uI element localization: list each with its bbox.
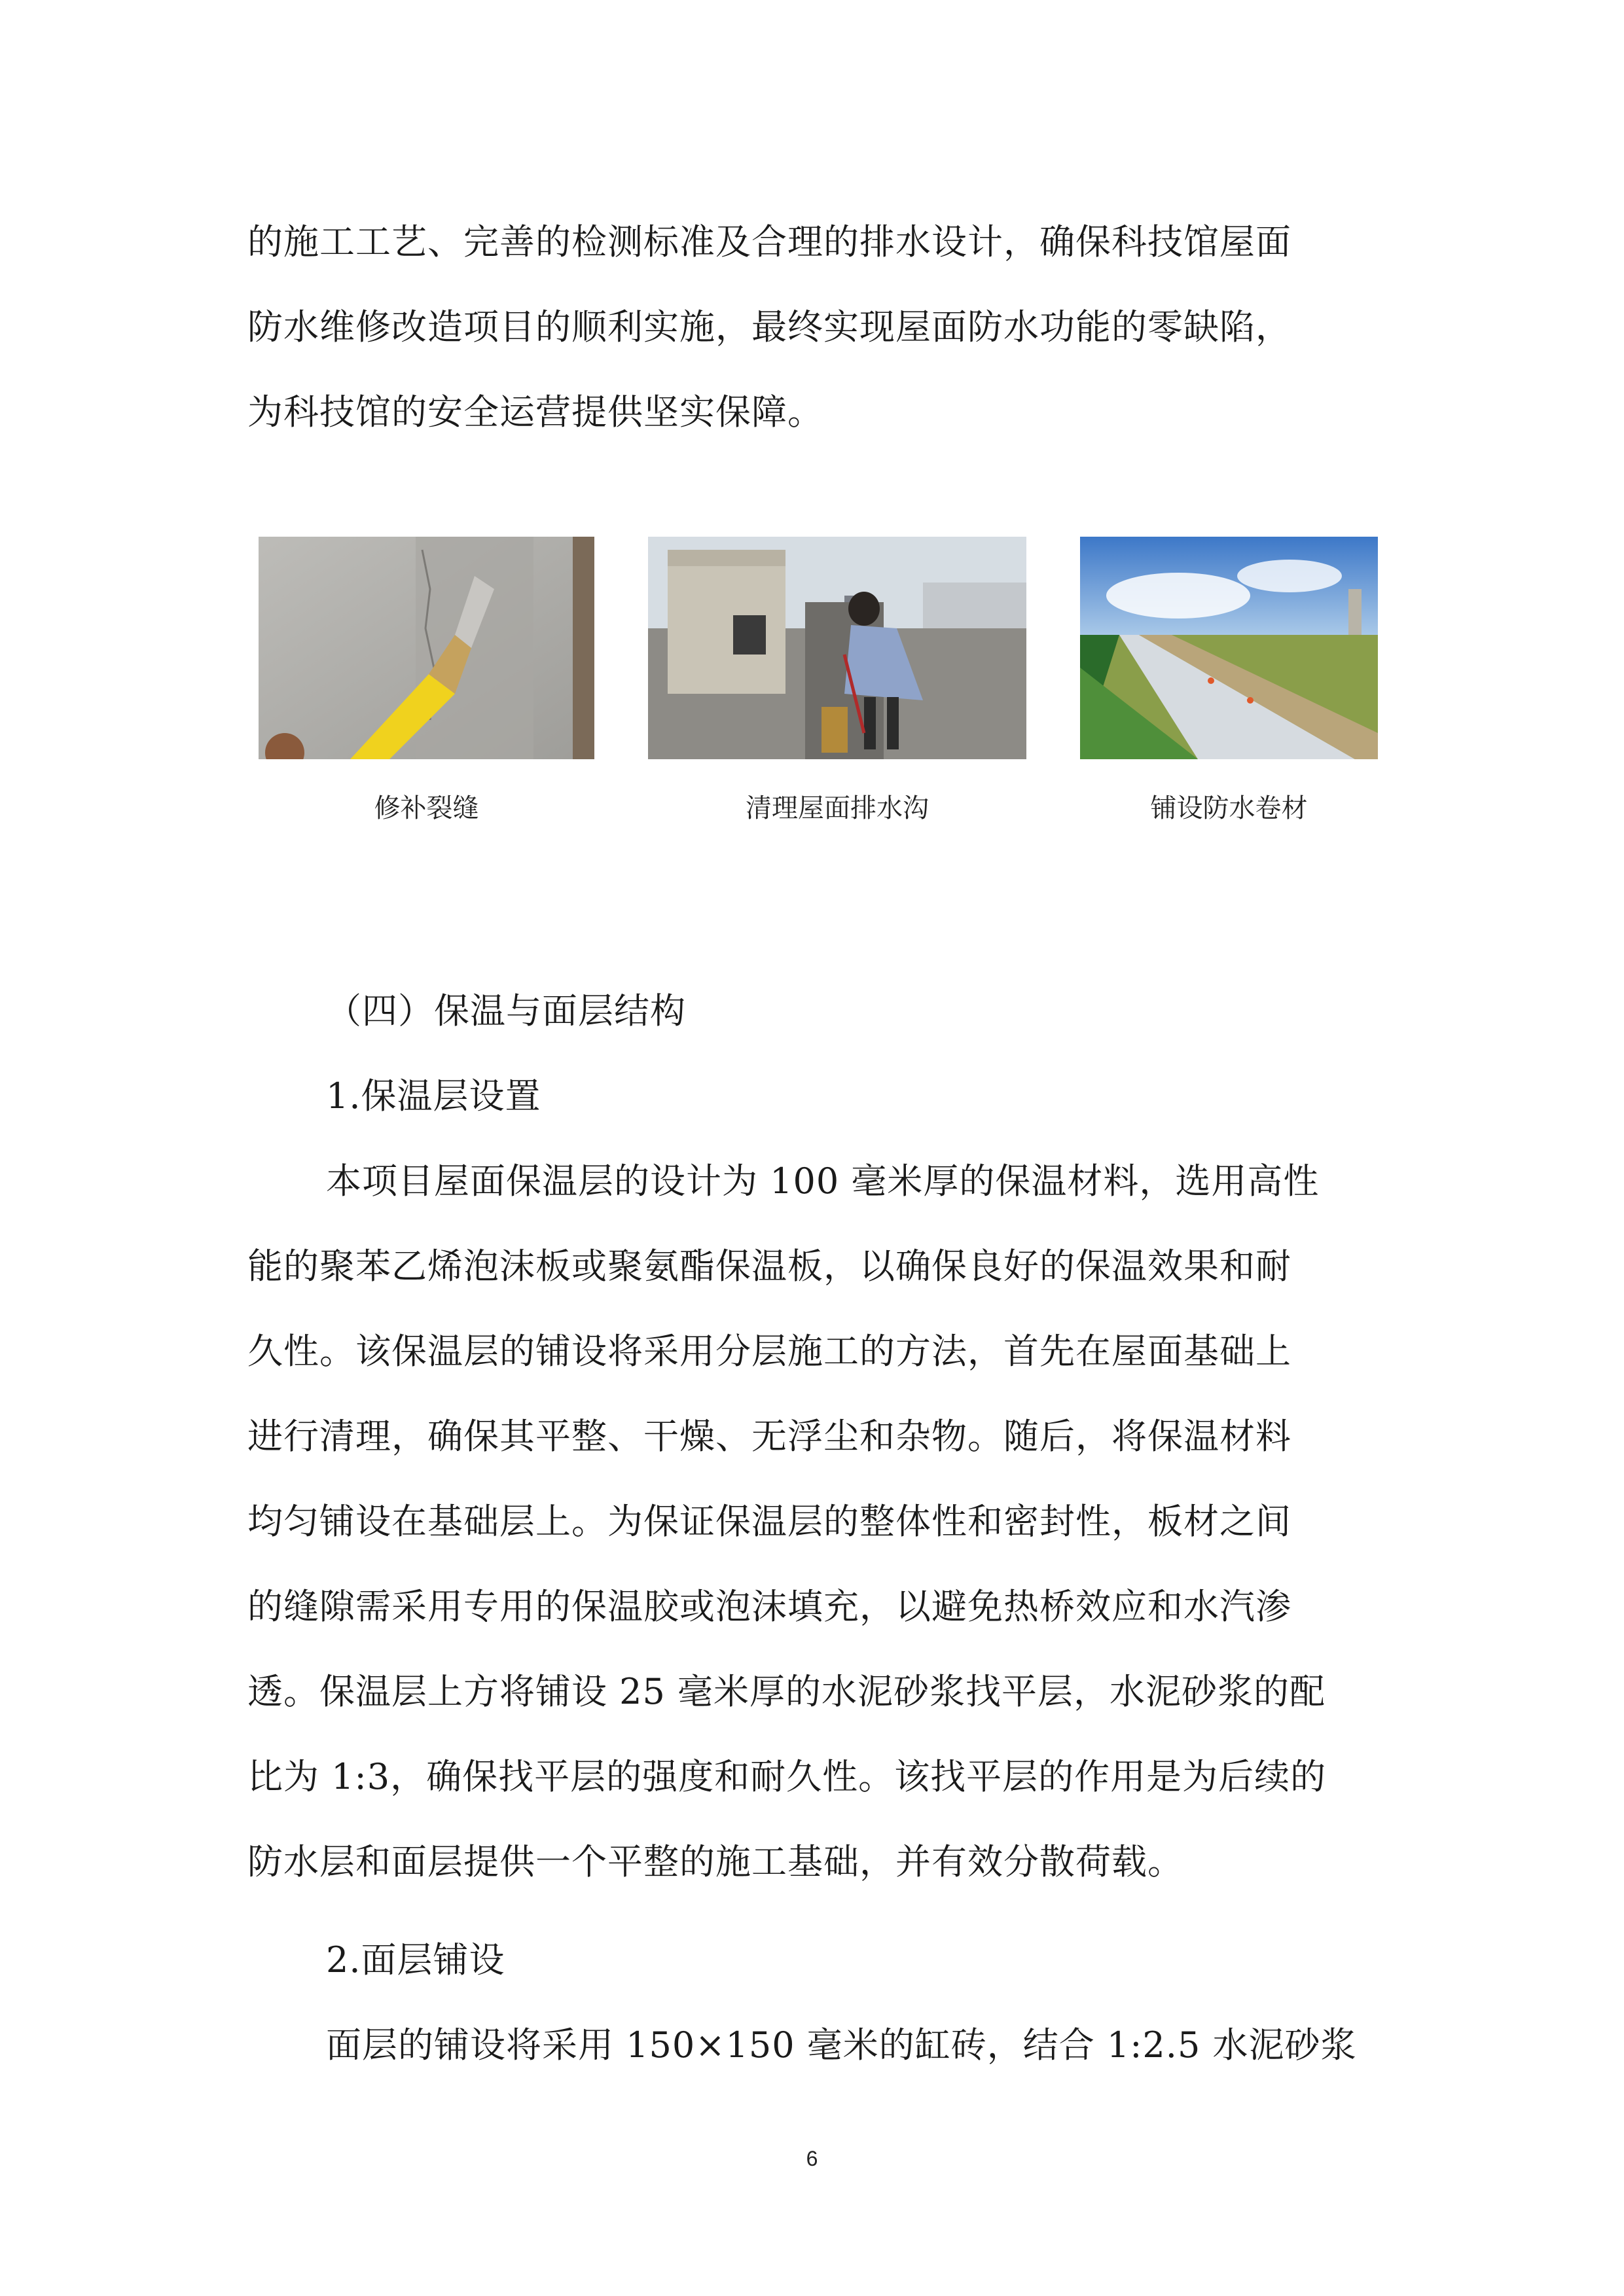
insulation-line: 透。保温层上方将铺设 25 毫米厚的水泥砂浆找平层，水泥砂浆的配 [247,1671,1326,1712]
caption-crack-repair: 修补裂缝 [374,793,479,823]
caption-drain-cleaning: 清理屋面排水沟 [746,793,929,823]
subheading-surface: 2.面层铺设 [326,1939,505,1981]
intro-line: 防水维修改造项目的顺利实施，最终实现屋面防水功能的零缺陷， [247,306,1291,348]
insulation-line: 久性。该保温层的铺设将采用分层施工的方法，首先在屋面基础上 [247,1331,1291,1372]
photo-crack-repair [259,537,594,759]
page-number: 6 [806,2147,818,2170]
subheading-insulation: 1.保温层设置 [326,1075,541,1117]
insulation-line: 进行清理，确保其平整、干燥、无浮尘和杂物。随后，将保温材料 [247,1416,1291,1457]
insulation-line: 能的聚苯乙烯泡沫板或聚氨酯保温板，以确保良好的保温效果和耐 [247,1246,1291,1287]
intro-line: 为科技馆的安全运营提供坚实保障。 [247,391,823,433]
intro-line: 的施工工艺、完善的检测标准及合理的排水设计，确保科技馆屋面 [247,221,1291,262]
insulation-line: 本项目屋面保温层的设计为 100 毫米厚的保温材料，选用高性 [326,1160,1320,1202]
caption-membrane-laying: 铺设防水卷材 [1150,793,1308,823]
insulation-line: 防水层和面层提供一个平整的施工基础，并有效分散荷载。 [247,1841,1183,1882]
surface-paragraph [247,2003,1377,2088]
insulation-line: 比为 1:3，确保找平层的强度和耐久性。该找平层的作用是为后续的 [247,1756,1327,1797]
photo-drain-cleaning [648,537,1026,759]
insulation-paragraph [247,1139,1377,1905]
intro-paragraph [247,200,1377,455]
insulation-line: 的缝隙需采用专用的保温胶或泡沫填充，以避免热桥效应和水汽渗 [247,1586,1291,1627]
photo-membrane-laying [1080,537,1378,759]
insulation-line: 均匀铺设在基础层上。为保证保温层的整体性和密封性，板材之间 [247,1501,1291,1542]
surface-line: 面层的铺设将采用 150×150 毫米的缸砖，结合 1:2.5 水泥砂浆 [326,2024,1357,2066]
section-heading: （四）保温与面层结构 [326,990,686,1031]
